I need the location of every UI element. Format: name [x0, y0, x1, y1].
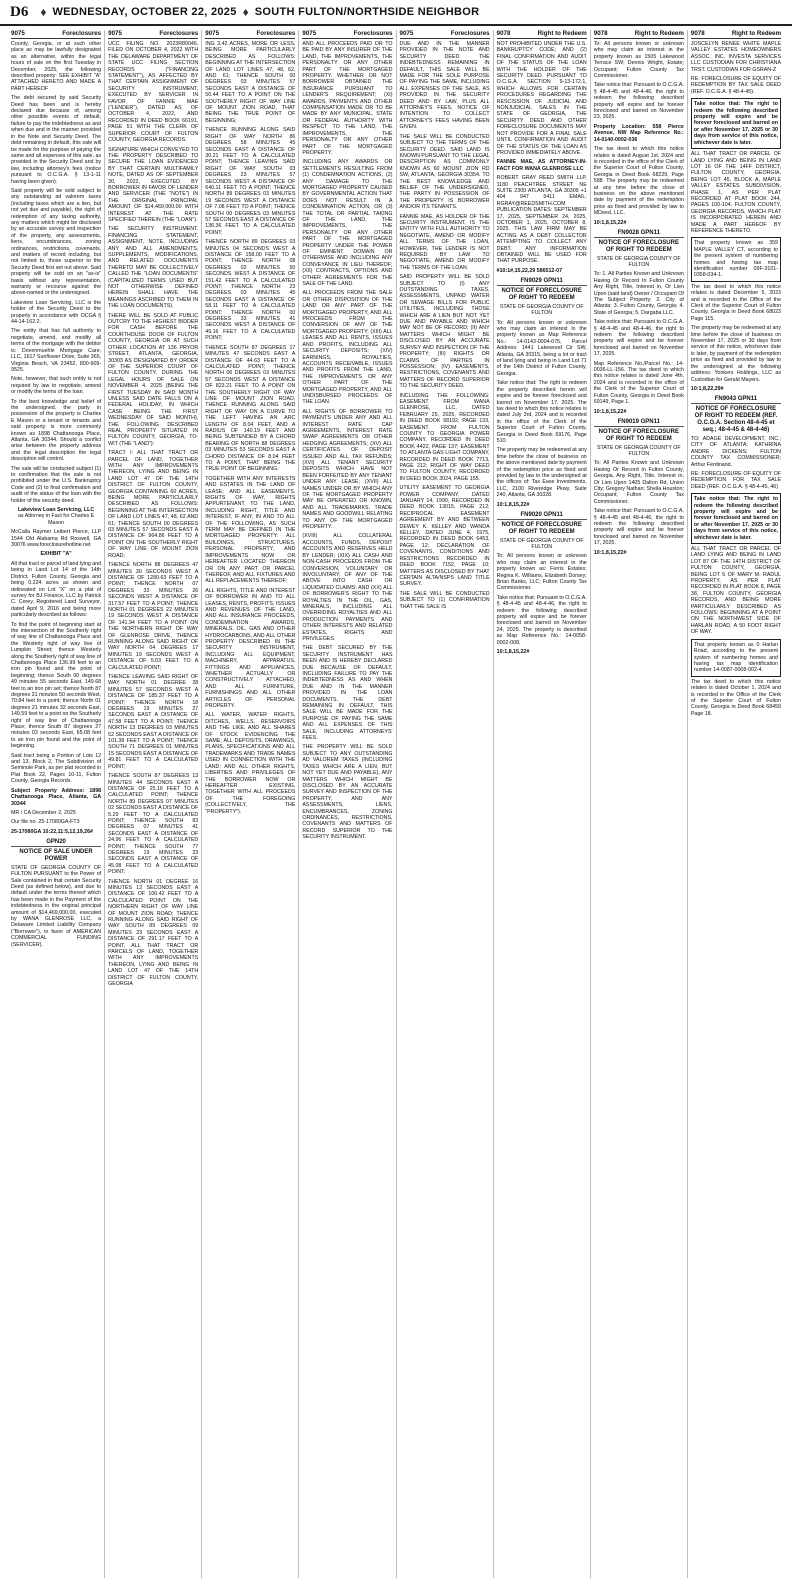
- notice-id: FN9028 GPN11: [617, 229, 660, 236]
- notice-id: FN9019 GPN11: [617, 418, 660, 425]
- category-label: Foreclosures: [353, 30, 393, 37]
- law-firm: McCalla Raymer Leibert Pierce, LLP 1544 Old Alabama Rd Roswell, GA 30076 www.foreclosurehotline.net: [11, 529, 102, 549]
- category-number: 9075: [302, 30, 317, 37]
- notice-state: STATE OF GEORGIA COUNTY OF FULTON: [499, 537, 584, 550]
- notice-text: UTILITY EASEMENT TO GEORGIA POWER COMPANY, DATED JANUARY 14, 1990, RECORDED IN DEED BOOK 13015, PAGE 212; RECIPROCAL EASEMENT AGREEMENT BY AND BETWEEN DEWEY K. KELLEY AND WANDA KELLEY, DATED JUNE 4, 1975, RECORDED IN DEED BOOK 6453, PAGE 12; DECLARATION OF COVENANTS, CONDITIONS AND RESTRICTIONS RECORDED IN DEED BOOK 7152, PAGE 10; MATTERS AS DISCLOSED BY THAT CERTAIN ALTA/NSPS LAND TITLE SURVEY.: [399, 485, 490, 588]
- notice-id: FN9043 GPN11: [714, 395, 758, 402]
- column-1: [8, 30, 105, 1578]
- column-2: [105, 30, 202, 1578]
- notice-text: INCLUDING THE FOLLOWING: EASEMENT FROM WANA GLENROSE, LLC, DATED FEBRUARY 25, 2025, RECORDED IN DEED BOOK 68192, PAGE 133, EASEMENT FROM FULTON COUNTY TO GEORGIA POWER COMPANY, RECORDED IN DEED BOOK 4422, PAGE 137; EASEMENT TO ATLANTA GAS LIGHT COMPANY, RECORDED IN DEED BOOK 7713, PAGE 212; RIGHT OF WAY DEED TO FULTON COUNTY, RECORDED IN DEED BOOK 3024, PAGE 155.: [399, 392, 490, 482]
- notice-text: STATE OF GEORGIA COUNTY OF FULTON PURSUANT to the Power of Sale contained in that certain Security Deed (as defined below), and due to default under the terms thereof which has been made in the Payment of the indebtedness in the original principal amount of $14,469,000.00, executed by WANA GLENROSE LLC, a Delaware Limited Liability Company ("Borrower"), in favor of AMERICAN COMMERCIAL FUNDING (SERVICER).: [11, 864, 102, 948]
- notice-text: JOSCELYN RENEE WHITE MAPLE VALLEY ESTATES HOMEOWNERS ASSOC. INC. INVESTA SERVICES LLC CUSTODIAN FOR CHRISTIANA TRST. CUSTODIAN FOR GSRAN-Z: [690, 41, 781, 73]
- category-label: Right to Redeem: [731, 30, 781, 37]
- notice-text: THENCE SOUTH 87 DEGREES 13 MINUTES 44 SECONDS EAST A DISTANCE OF 25.16 FEET TO A CALCULATED POINT; THENCE NORTH 89 DEGREES 07 MINUTES 02 SECONDS EAST A DISTANCE OF 5.29 FEET TO A CALCULATED POINT; THENCE SOUTH 83 DEGREES 07 MINUTES 41 SECONDS EAST A DISTANCE OF 24.96 FEET TO A CALCULATED POINT; THENCE SOUTH 77 DEGREES 19 MINUTES 23 SECONDS EAST A DISTANCE OF 45.08 FEET TO A CALCULATED POINT;: [108, 773, 199, 876]
- column-4: [299, 30, 396, 1578]
- notice-text: To: 1. All Parties Known and Unknown Having Or Record In Fulton County Any Right, Title, Interest in, Or Lien Upon (said land) Owner / Occupant Of The Subject Property; 2. City of Atlanta; 3. Fulton County, Georgia; 4. State of Georgia; 5. Dargaba LLC.: [593, 271, 684, 316]
- notice-text: THENCE NORTH 01 DEGREE 16 MINUTES 12 SECONDS EAST A DISTANCE OF 100.42 FEET TO A CALCULATED POINT ON THE NORTHERN RIGHT OF WAY LINE OF MOUNT ZION ROAD; THENCE RUNNING ALONG SAID RIGHT OF WAY SOUTH 89 DEGREES 09 MINUTES 23 SECONDS EAST A DISTANCE OF 291.17 FEET TO A POINT, ALL THAT TRACT OR PARCELS OF LAND, TOGETHER WITH ANY IMPROVEMENTS THEREON, LYING AND BEING IN LAND LOT 47 OF THE 14TH DISTRICT OF FULTON COUNTY, GEORGIA: [108, 878, 199, 988]
- notice-text: To the best knowledge and belief of the undersigned, the party in possession of the property is Charles E Mason or a tenant or tenants and said property is more commonly known as 1898 Chattanooga Place, Atlanta, GA 30344. Should a conflict arise between the property address and the legal description the legal description will control.: [11, 398, 102, 463]
- column-header: [11, 30, 101, 39]
- notice-text: INCLUDING ANY AWARDS OR SETTLEMENTS RESULTING FROM (1) CONDEMNATION ACTIONS, (2) ANY DAMAGE TO THE MORTGAGED PROPERTY CAUSED BY GOVERNMENTAL ACTION THAT DOES NOT RESULT IN A CONDEMNATION ACTION, OR (3) THE TOTAL OR PARTIAL TAKING OF THE LAND, THE IMPROVEMENTS, THE PERSONALTY OR ANY OTHER PART OF THE MORTGAGED PROPERTY UNDER THE POWER OF EMINENT DOMAIN OR OTHERWISE AND INCLUDING ANY CONVEYANCE IN LIEU THEREOF; (XII) CONTRACTS, OPTIONS AND OTHER AGREEMENTS FOR THE SALE OF THE LAND.: [302, 159, 393, 288]
- category-number: 9075: [108, 30, 122, 37]
- notice-text: Map Reference No./Parcel No.: 14-0036-LL-156. The tax deed to which this notice relates is dated June 4th, 2024 and is recorded in the office of the Clerk of the Superior Court of Fulton County, Georgia in Deed Book 69149, Page 1.: [593, 360, 684, 406]
- notice-text: AND ALL PROCEEDS PAID OR TO BE PAID BY ANY INSURER OF THE LAND, THE IMPROVEMENTS, THE PERSONALTY OR ANY OTHER PART OF THE MORTGAGED PROPERTY, WHETHER OR NOT BORROWER OBTAINED THE INSURANCE PURSUANT TO LENDER'S REQUIREMENT; (XI) AWARDS, PAYMENTS AND OTHER COMPENSATION MADE OR TO BE MADE BY ANY MUNICIPAL, STATE OR FEDERAL AUTHORITY WITH RESPECT TO THE LAND, THE IMPROVEMENTS, THE PERSONALTY OR ANY OTHER PART OF THE MORTGAGED PROPERTY.: [302, 41, 393, 156]
- category-number: 9078: [690, 30, 705, 37]
- masthead: [0, 0, 792, 26]
- notice-text: SIGNATURE WHICH CONVEYED TO THE PROPERTY DESCRIBED TO SECURE THE LOAN EVIDENCED BY THAT CERTAIN MULTIFAMILY NOTE, DATED AS OF SEPTEMBER 30, 2022, EXECUTED BY BORROWER IN FAVOR OF LENDER AND SERVICER (THE "NOTE") IN THE ORIGINAL PRINCIPAL AMOUNT OF $14,469,000.00 WITH INTEREST AT THE RATE SPECIFIED THEREIN (THE "LOAN").: [108, 146, 199, 223]
- section-name: SOUTH FULTON/NORTHSIDE NEIGHBOR: [254, 6, 480, 18]
- notice-text: The entity that has full authority to negotiate, amend, and modify all terms of the mortgage with the debtor is: Dovenmuehle Mortgage Care, LLC, 1617 Sunflower Drive, Suite 365, Virginia Beach, VA 23452, 800-909-9525.: [11, 328, 102, 373]
- notice-text: UCC FILING NO. 2023R80046, FILED ON OCTOBER 4, 2022 WITH THE DELAWARE DEPARTMENT OF STATE UCC FILING SECTION RECORDS ("FINANCING STATEMENT"), AS AFFECTED BY THAT CERTAIN ASSIGNMENT OF SECURITY INSTRUMENT, EXECUTED BY SERVICER IN FAVOR OF FANNIE MAE ("LENDER"), DATED AS OF OCTOBER 4, 2022, AND RECORDED IN DEED BOOK 66191, PAGE 51 WITH THE CLERK OF SUPERIOR COURT OF FULTON COUNTY, GEORGIA RECORDS.: [108, 41, 199, 144]
- notice-title: NOTICE OF FORECLOSURE OF RIGHT TO REDEEM: [497, 519, 587, 536]
- notice-text: Note, however, that such entity is not required by law to negotiate, amend or modify the terms of the loan.: [11, 376, 102, 396]
- notice-ref: 10:1,8,15,22#: [593, 219, 627, 226]
- notice-text: The debt secured by said Security Deed has been and is hereby declared due because of, among other possible events of default, failure to pay the indebtedness as and when due and in the manner provided in the Note and Security Deed. The debt remaining in default, this sale will be made for the purpose of paying the same and all expenses of this sale, as provided in the Security Deed and by law, including attorney's fees (notice pursuant to O.C.G.A. § 13-1-11 having been given).: [11, 95, 102, 185]
- category-label: Right to Redeem: [537, 30, 587, 37]
- notice-text: Take notice that: The right to redeem the property described herein will expire and be forever foreclosed and barred on November 17, 2025. The tax deed to which this notice relates is dated July 3rd, 2024 and is recorded in the office of the Clerk of the Superior Court of Fulton County, Georgia in Deed Book 69176, Page 510.: [496, 380, 587, 444]
- notice-text: Our file no. 25-17080GA-FT3: [11, 819, 80, 826]
- notice-text: THENCE LEAVING SAID RIGHT OF WAY NORTH 01 DEGREE 28 MINUTES 57 SECONDS WEST A DISTANCE OF 185.37 FEET TO A POINT; THENCE NORTH 18 DEGREES 19 MINUTES 27 SECONDS EAST A DISTANCE OF 47.58 FEET TO A POINT; THENCE NORTH 13 DEGREES 03 MINUTES 52 SECONDS EAST A DISTANCE OF 101.38 FEET TO A POINT; THENCE SOUTH 71 DEGREES 01 MINUTES 15 SECONDS EAST A DISTANCE OF 49.81 FEET TO A CALCULATED POINT;: [108, 674, 199, 770]
- notice-text: ALL WATER, WATER RIGHTS, DITCHES, WELLS, RESERVOIRS AND THE LIKE, AND ALL SHARES OF STOCK EVIDENCING THE SAME; ALL DEPOSITS, DRAWINGS, PLANS, SPECIFICATIONS AND ALL TRADEMARKS AND TRADE NAMES USED IN CONNECTION WITH THE LAND; AND ALL OTHER RIGHTS, LIBERTIES AND PRIVILEGES OF THE BORROWER NOW OR HEREAFTER EXISTING, TOGETHER WITH ALL PROCEEDS OF THE FOREGOING (COLLECTIVELY, THE "PROPERTY").: [205, 712, 296, 815]
- column-header: [400, 30, 490, 39]
- notice-text: To: All persons known or unknown who may claim an interest in the property known as Map Reference No.: 14-0143-0004-075, Parcel Address: 1441 Lakewood Cir SW, Atlanta, GA 30315, being a lot or tract of land lying and being in Land Lot 71 of the 14th District of Fulton County, Georgia.: [496, 319, 587, 377]
- notice-text: RE: FORECLOSURE OF EQUITY OF REDEMPTION BY TAX SALE DEED (REF. O.C.G.A. § 48-4-45).: [690, 76, 781, 95]
- notice-title: NOTICE OF FORECLOSURE OF RIGHT TO REDEEM (REF. O.C.G.A. Section 48-4-45 et seq.; 48-4-45 & 48-4-46): [691, 403, 781, 434]
- notice-state: STATE OF GEORGIA COUNTY OF FULTON: [597, 255, 681, 268]
- column-header: [108, 30, 198, 39]
- column-header: [205, 30, 295, 39]
- notice-text: Take notice that: Pursuant to O.C.G.A. § 48-4-45 and 48-4-46, the right to redeem the following described property will expire and be forever foreclosed and barred on November 23, 2025.: [593, 82, 684, 121]
- highlight-box: [691, 493, 781, 544]
- notice-text: The sale will be conducted subject (1) to confirmation that the sale is not prohibited under the U.S. Bankruptcy Code and (2) to final confirmation and audit of the status of the loan with the holder of the security deed.: [11, 465, 102, 504]
- notice-text: ALL THAT TRACT OR PARCEL OF LAND LYING AND BEING IN LAND LOT 16 OF THE 14FF DISTRICT, FULTON COUNTY, GEORGIA, BEING LOT 45, BLOCK A, MAPLE VALLEY ESTATES SUBDIVISION, PHASE 1, AS PER PLAT RECORDED AT PLAT BOOK 244, PAGES 100-104, FULTON COUNTY, GEORGIA RECORDS, WHICH PLAT IS INCORPORATED HEREIN AND MADE A PART HEREOF BY REFERENCE THERETO.: [690, 151, 781, 234]
- notice-text: ALL PROCEEDS FROM THE SALE OR OTHER DISPOSITION OF THE LAND OR ANY PART OF THE MORTGAGED PROPERTY, AND ALL PROCEEDS FROM THE CONVERSION OF ANY OF THE MORTGAGED PROPERTY; (XIII) ALL LEASES AND ALL RENTS, ISSUES AND PROFITS, INCLUDING ALL SECURITY DEPOSITS; (XIV) EARNINGS, ROYALTIES, ACCOUNTS RECEIVABLE, ISSUES AND PROFITS FROM THE LAND, THE IMPROVEMENTS OR ANY OTHER PART OF THE MORTGAGED PROPERTY, AND ALL UNDISBURSED PROCEEDS OF THE LOAN.: [302, 290, 393, 406]
- signature: Lakeview Loan Servicing, LLC: [17, 507, 95, 514]
- column-header: [691, 30, 781, 39]
- notice-text: That property known as 0 Harlan Road, according to the present system of numbering homes and having tax map identification number 14-0087-0008-002-4.: [693, 641, 778, 674]
- notice-text: To: All Parties Known and Unknown Having Or Record In Fulton County, Georgia, Any Right, Title, Interest in, Or Lien Upon 1405 Dalton Rd, Union City; Gregory Nathan; Sheila Houston; Occupant; Fulton County Tax Commissioner.: [593, 460, 684, 505]
- column-6: [494, 30, 591, 1578]
- notice-text: MR / CA December 2, 2025: [11, 809, 76, 816]
- column-header: [497, 30, 587, 39]
- notice-state: STATE OF GEORGIA COUNTY OF FULTON: [499, 303, 584, 317]
- property-address: Subject Property Address: 1898 Chattanooga Place, Atlanta, GA 30344: [11, 787, 102, 807]
- notice-text: All that tract or parcel of land lying and being in Land Lot 14 of the 14th District, Fulton County, Georgia and being 0.224 acres as shown and delineated on Lot "X" on a plat of survey for BJ Finance, LLC by Patrick C. Corey, Registered Land Surveyor, dated April 9, 2016 and being more particularly described as follows:: [11, 560, 102, 619]
- notice-text: ALL RIGHTS OF BORROWER TO PAYMENTS UNDER ANY AND ALL INTEREST RATE CAP AGREEMENTS, INTEREST RATE SWAP AGREEMENTS OR OTHER HEDGING AGREEMENTS; (XV) ALL CERTIFICATES OF DEPOSIT ISSUED AND ALL TAX REFUNDS; (XVI) ALL TENANT SECURITY DEPOSITS WHICH HAVE NOT BEEN FORFEITED BY ANY TENANT UNDER ANY LEASE; (XVII) ALL NAMES UNDER OR BY WHICH ANY OF THE MORTGAGED PROPERTY MAY BE OPERATED OR KNOWN, AND ALL TRADEMARKS, TRADE NAMES AND GOODWILL RELATING TO ANY OF THE MORTGAGED PROPERTY.: [302, 408, 393, 531]
- notice-text: THE SECURITY INSTRUMENT, FINANCING STATEMENT, ASSIGNMENT, NOTE, INCLUDING ANY AND ALL AMENDMENTS, SUPPLEMENTS, MODIFICATIONS, AND RELATED DOCUMENTS THERETO MAY BE COLLECTIVELY CALLED THE "LOAN DOCUMENTS" (CAPITALIZED TERMS USED BUT NOT OTHERWISE DEFINED HEREIN SHALL HAVE THE MEANINGS ASCRIBED TO THEM IN THE LOAN DOCUMENTS).: [108, 226, 199, 310]
- dateline: WEDNESDAY, OCTOBER 22, 2025: [52, 6, 237, 18]
- notice-title: NOTICE OF SALE UNDER POWER: [11, 846, 101, 863]
- notice-text: THE SALE WILL BE CONDUCTED SUBJECT TO (1) CONFIRMATION THAT THE SALE IS: [399, 590, 490, 610]
- notice-ref: 10:1,8,15,22#: [496, 649, 530, 656]
- category-label: Foreclosures: [450, 30, 490, 37]
- column-header: [302, 30, 392, 39]
- category-label: Foreclosures: [159, 30, 199, 37]
- notice-text: THENCE SOUTH 87 DEGREES 17 MINUTES 47 SECONDS EAST A DISTANCE OF 44.63 FEET TO A CALCULATED POINT; THENCE NORTH 06 DEGREES 03 MINUTES 57 SECONDS WEST A DISTANCE OF 823.21 FEET TO A POINT ON THE SOUTHERLY RIGHT OF WAY LINE OF MOUNT ZION ROAD, THENCE RUNNING ALONG SAID RIGHT OF WAY ON A CURVE TO THE LEFT HAVING AN ARC LENGTH OF 8.04 FEET, AND A RADIUS OF 140.19 FEET AND BEING SUBTENDED BY A CHORD BEARING OF NORTH 88 DEGREES 03 MINUTES 53 SECONDS EAST A CHORD DISTANCE OF 8.04 FEET TO A POINT, THAT BEING THE TRUE POINT OF BEGINNING.: [205, 344, 296, 473]
- notice-text: The tax deed to which this notice relates is dated August 1st, 2024 and is recorded in the office of the Clerk of the Superior Court of Fulton County, Georgia in Deed Book 68229, Page 588. The property may be redeemed at any time before the close of business on the above mentioned date by payment of the redemption price as fixed and provided by law to MDeed, LLC.: [593, 146, 684, 217]
- notice-text: DUE AND IN THE MANNER PROVIDED IN THE NOTE AND SECURITY DEED. THE INDEBTEDNESS REMAINING IN DEFAULT, THIS SALE WILL BE MADE FOR THE SOLE PURPOSE OF PAYING THE SAME, INCLUDING ALL EXPENSES OF THE SALE, AS PROVIDED IN THE SECURITY DEED AND BY LAW, PLUS ALL ATTORNEY'S FEES, NOTICE OF INTENTION TO COLLECT ATTORNEY'S FEES HAVING BEEN GIVEN.: [399, 41, 490, 131]
- column-8: [688, 30, 784, 1578]
- notice-text: The property may be redeemed at any time before the close of business on the above mentioned date by payment of the redemption price as fixed and provided by law to the undersigned at the offices of: Tax Ease Investments, LLC, 2100 Riveredge Pkwy, Suite 240, Atlanta, GA 30328.: [496, 447, 587, 499]
- notice-text: The tax deed to which this notice relates is dated October 1, 2024 and is recorded in the Office of the Clerk of the Superior Court of Fulton County, Georgia in Deed Book 68459 Page 18.: [690, 678, 781, 717]
- category-label: Foreclosures: [256, 30, 296, 37]
- diamond-icon: ♦: [242, 5, 249, 19]
- diamond-icon: ♦: [40, 5, 47, 19]
- notice-ref: 25-17080GA 10:22,11:5,12,19,26#: [11, 828, 93, 835]
- highlight-box: [691, 237, 781, 281]
- notice-ref: #10:1#,15,22,29 586512-07: [496, 267, 563, 274]
- notice-text: (XVIII) ALL COLLATERAL ACCOUNTS, FUNDS, DEPOSIT ACCOUNTS AND RESERVES HELD BY LENDER; (XIX) ALL CASH AND NON-CASH PROCEEDS FROM THE CONVERSION, VOLUNTARY OR INVOLUNTARY, OF ANY OF THE ABOVE INTO CASH OR LIQUIDATED CLAIMS; AND (XX) ALL OF BORROWER'S RIGHT TO THE ROYALTIES IN THE OIL, GAS, MINERALS, INCLUDING ALL OVERRIDING ROYALTIES AND ALL PRODUCTION PAYMENTS AND OTHER INTERESTS AND RELATED ESTATES, RIGHTS AND PRIVILEGES.: [302, 533, 393, 642]
- notice-text: Said tract being a Portion of Lots 12 and 13, Block 2, The Subdivision of Seminole Park, as per plat recorded in Plat Book 22, Pages 10-11, Fulton County, Georgia Records.: [11, 752, 102, 785]
- notice-text: TOGETHER WITH ANY INTERESTS AND ESTATES IN THE LAND OF LEASE; AND ALL EASEMENTS, RIGHTS OF WAY, RIGHTS APPURTENANT TO THE LAND, INCLUDING RIGHT, TITLE AND INTEREST, IF ANY, IN AND TO ALL OF THE FOLLOWING, AS SUCH TERM MAY BE DEFINED IN THE MORTGAGED PROPERTY: ALL BUILDINGS, STRUCTURES, PERSONAL PROPERTY, AND IMPROVEMENTS NOW OR HEREAFTER LOCATED THEREON OR ON ANY PART OR PARCEL THEREOF, AND ALL FIXTURES AND ALL REPLACEMENTS THEREOF;: [205, 475, 296, 585]
- signature: as Attorney in Fact for Charles E Mason: [17, 513, 95, 526]
- notice-ref: 10:1,8,15,22#: [593, 408, 627, 415]
- notice-text: County, Georgia, or at such other place as may be lawfully designated as an alternative, within the legal hours of sale on the first Tuesday in December, 2025, the following described property: SEE EXHIBIT "A" ATTACHED HERETO AND MADE A PART HEREOF: [11, 41, 102, 92]
- notice-text: The property may be redeemed at any time before the close of business on November 17, 2025 or 30 days from service of this notice, whichever date is later, by payment of the redemption price as fixed and provided by law to the undersigned at the following address: Yonkers Holdings, LLC as Custodian for Gerald Mayers.: [690, 325, 781, 383]
- notice-id: GPN20: [46, 838, 66, 845]
- category-number: 9078: [496, 30, 511, 37]
- notice-text: THE SALE WILL BE CONDUCTED SUBJECT TO THE TERMS OF THE SECURITY DEED. SAID LAND IS KNOWN PURSUANT TO THE LEGAL DESCRIPTION AS COMMONLY KNOWN AS 60 MOUNT ZION RD SW, ATLANTA, GEORGIA 30354. TO THE BEST KNOWLEDGE AND BELIEF OF THE UNDERSIGNED, THE PARTY IN POSSESSION OF THE PROPERTY IS BORROWER AND/OR ITS TENANTS.: [399, 133, 490, 211]
- notice-state: STATE OF GEORGIA COUNTY OF FULTON: [597, 444, 681, 457]
- highlight-box: [691, 98, 781, 149]
- columns: [8, 30, 784, 1578]
- notice-text: NOT PROHIBITED UNDER THE U.S. BANKRUPTCY CODE; AND (2) FINAL CONFIRMATION AND AUDIT OF THE STATUS OF THE LOAN WITH THE HOLDER OF THE SECURITY DEED. PURSUANT TO O.C.G.A. SECTION 9-13-172.1, WHICH ALLOWS FOR CERTAIN PROCEDURES REGARDING THE RESCISSION OF JUDICIAL AND NONJUDICIAL SALES IN THE STATE OF GEORGIA, THE SECURITY DEED AND OTHER FORECLOSURE DOCUMENTS MAY NOT PROVIDE FOR A FINAL SALE UNTIL CONFIRMATION AND AUDIT OF THE STATUS OF THE LOAN AS PROVIDED IMMEDIATELY ABOVE.: [496, 41, 587, 156]
- notice-text: ING 3.42 ACRES, MORE OR LESS, BEING MORE PARTICULARLY DESCRIBED AS FOLLOWS: BEGINNING AT THE INTERSECTION OF LAND LOT LINES 47, 48, 62, AND 61; THENCE SOUTH 00 DEGREES 03 MINUTES 57 SECONDS EAST A DISTANCE OF 50.44 FEET TO A POINT ON THE SOUTHERLY RIGHT OF WAY LINE OF MOUNT ZION ROAD, THAT BEING THE TRUE POINT OF BEGINNING;: [205, 41, 296, 124]
- notice-text: FANNIE MAE, AS HOLDER OF THE SECURITY INSTRUMENT, IS THE ENTITY WITH FULL AUTHORITY TO NEGOTIATE, AMEND OR MODIFY ALL TERMS OF THE LOAN, HOWEVER, THE LENDER IS NOT REQUIRED BY LAW TO NEGOTIATE, AMEND OR MODIFY THE TERMS OF THE LOAN.: [399, 213, 490, 271]
- highlight-box: [691, 639, 781, 677]
- column-7: [591, 30, 688, 1578]
- signature: FANNIE MAE, AS ATTORNEY-IN-FACT FOR WANA GLENROSE LLC: [496, 159, 587, 172]
- notice-text: THE PROPERTY WILL BE SOLD SUBJECT TO ANY OUTSTANDING AD VALOREM TAXES (INCLUDING TAXES WHICH ARE A LIEN, BUT NOT YET DUE AND PAYABLE), ANY MATTERS WHICH MIGHT BE DISCLOSED BY AN ACCURATE SURVEY AND INSPECTION OF THE PROPERTY, AND ANY ASSESSMENTS, LIENS, ENCUMBRANCES, ZONING ORDINANCES, RESTRICTIONS, COVENANTS AND MATTERS OF RECORD SUPERIOR TO THE SECURITY INSTRUMENT.: [302, 744, 393, 841]
- notice-title: NOTICE OF FORECLOSURE OF RIGHT TO REDEEM: [497, 285, 587, 302]
- notice-text: TRACT I: ALL THAT TRACT OR PARCEL OF LAND, TOGETHER WITH ANY IMPROVEMENTS THEREON, LYING AND BEING IN LAND LOT 47 OF THE 14TH DISTRICT OF FULTON COUNTY, GEORGIA CONTAINING 60 ACRES, BEING MORE PARTICULARLY DESCRIBED AS FOLLOWS: BEGINNING AT THE INTERSECTION OF LAND LOT LINES 47, 48, 62 AND 61; THENCE SOUTH 00 DEGREES 03 MINUTES 57 SECONDS EAST A DISTANCE OF 964.86 FEET TO A POINT ON THE SOUTHERLY RIGHT OF WAY LINE OF MOUNT ZION ROAD;: [108, 450, 199, 559]
- notice-id: FN9020 GPN11: [520, 511, 563, 518]
- notice-text: Take notice that: The right to redeem the following described property will expire and be forever foreclosed and barred on or after November 17, 2025 or 30 days from service of this notice, whichever date is later.: [693, 496, 778, 541]
- notice-text: Take notice that: The right to redeem the following described property will expire and be forever foreclosed and barred on or after November 17, 2025 or 30 days from service of this notice, whichever date is later.: [693, 101, 778, 146]
- notice-id: FN9029 GPN11: [520, 277, 563, 284]
- notice-text: Take notice that: Pursuant to O.C.G.A. § 48-4-45 and 48-4-46, the right to redeem the following described property will expire and be forever foreclosed and barred on November 17, 2025.: [593, 319, 684, 358]
- column-5: [397, 30, 494, 1578]
- notice-text: Lakeview Loan Servicing, LLC is the holder of the Security Deed to the property in accordance with OCGA § 44-14-162.2.: [11, 299, 102, 326]
- notice-text: THENCE NORTH 88 DEGREES 47 MINUTES 30 SECONDS WEST A DISTANCE OF 1280.63 FEET TO A POINT; THENCE NORTH 07 DEGREES 33 MINUTES 26 SECONDS WEST A DISTANCE OF 317.57 FEET TO A POINT; THENCE NORTH 01 DEGREES 22 MINUTES 19 SECONDS WEST A DISTANCE OF 141.94 FEET TO A POINT ON THE NORTHERN RIGHT OF WAY OF GLENROSE DRIVE, THENCE RUNNING ALONG SAID RIGHT OF WAY NORTH 04 DEGREES 17 MINUTES 19 SECONDS WEST A DISTANCE OF 5.03 FEET TO A CALCULATED POINT;: [108, 562, 199, 671]
- category-number: 9075: [399, 30, 414, 37]
- column-3: [202, 30, 299, 1578]
- notice-text: The tax deed to which this notice relates is dated December 5, 2023 and is recorded in the Office of the Clerk of the Superior Court of Fulton County, Georgia in Deed Book 68023 Page 115.: [690, 283, 781, 322]
- notice-ref: 10:1,8,15,22#: [593, 549, 627, 556]
- property-location: Property Location: 558 Pierce Avenue, NW Map Reference No.: 14-0140-0002-036: [593, 123, 684, 143]
- notice-text: Said property will be sold subject to any outstanding ad valorem taxes (including taxes which are a lien, but not yet due and payable), the right of redemption of any taxing authority, any matters which might be disclosed by an accurate survey and inspection of the property, any assessments, liens, encumbrances, zoning ordinances, restrictions, covenants, and matters of record including, but not limited to, those superior to the Security Deed first set out above. Said property will be sold on an "as-is" basis without any representation, warranty or recourse against the above-named or the undersigned.: [11, 187, 102, 297]
- page-number: D6: [10, 3, 29, 20]
- exhibit-label: EXHIBIT "A": [40, 551, 72, 558]
- notice-text: To: All persons known or unknown who may claim an interest in the property known as 1505 Lakewood Terrace SW; Dennis Wright, Estate; Occupant; Fulton County Tax Commissioner.: [593, 41, 684, 80]
- notice-text: THERE WILL BE SOLD AT PUBLIC OUTCRY TO THE HIGHEST BIDDER FOR CASH BEFORE THE COURTHOUSE DOOR OF FULTON COUNTY, GEORGIA OR AT SUCH OTHER LOCATION AT 136 PRYOR STREET, ATLANTA, GEORGIA, 30303 AS DESIGNATED BY ORDER OF THE SUPERIOR COURT OF FULTON COUNTY, DURING THE LEGAL HOURS OF SALE ON NOVEMBER 4, 2025 (BEING THE FIRST TUESDAY IN SAID MONTH UNLESS SAID DATE FALLS ON A FEDERAL HOLIDAY, IN WHICH CASE BEING THE FIRST WEDNESDAY OF SAID MONTH), THE FOLLOWING DESCRIBED REAL PROPERTY SITUATED IN FULTON COUNTY, GEORGIA, TO-WIT (THE "LAND"):: [108, 312, 199, 447]
- category-number: 9078: [593, 30, 608, 37]
- notice-text: THENCE NORTH 89 DEGREES 03 MINUTES 04 SECONDS WEST A DISTANCE OF 158.00 FEET TO A POINT; THENCE NORTH 08 DEGREES 02 MINUTES 50 SECONDS WEST A DISTANCE OF 151.42 FEET TO A CALCULATED POINT; THENCE NORTH 23 DEGREES 03 MINUTES 45 SECONDS EAST A DISTANCE OF 58.11 FEET TO A CALCULATED POINT; THENCE NORTH 00 DEGREES 33 MINUTES 41 SECONDS WEST A DISTANCE OF 49.16 FEET TO A CALCULATED POINT;: [205, 239, 296, 342]
- notice-ref: 10:1,8,15,22#: [496, 501, 530, 508]
- notice-ref: 10:1,8,22,29#: [690, 385, 724, 392]
- category-number: 9075: [205, 30, 220, 37]
- notice-text: THE DEBT SECURED BY THE SECURITY INSTRUMENT HAS BEEN AND IS HEREBY DECLARED DUE BECAUSE OF DEFAULT, INCLUDING FAILURE TO PAY THE INDEBTEDNESS AS AND WHEN DUE AND IN THE MANNER PROVIDED IN THE LOAN DOCUMENTS. THE DEBT REMAINING IN DEFAULT, THIS SALE WILL BE MADE FOR THE PURPOSE OF PAYING THE SAME AND ALL EXPENSES OF THIS SALE, INCLUDING ATTORNEYS' FEES.: [302, 645, 393, 742]
- notice-text: ALL THAT TRACT OR PARCEL OF LAND LYING AND BEING IN LAND LOT 87 OF THE 14TH DISTRICT OF FULTON COUNTY, GEORGIA, BEING LOT 5 OF MARY M. RADUL PROPERTY, AS PER PLAT RECORDED IN PLAT BOOK 8, PAGE 38, FULTON COUNTY, GEORGIA RECORDS, AND BEING MORE PARTICULARLY DESCRIBED AS FOLLOWS: BEGINNING AT A POINT ON THE NORTHWEST SIDE OF HARLAN ROAD, A 50 FOOT RIGHT OF WAY.: [690, 546, 781, 636]
- notice-text: SAID PROPERTY WILL BE SOLD SUBJECT TO (I) ANY OUTSTANDING TAXES, ASSESSMENTS, UNPAID WATER OR SEWAGE BILLS FOR PUBLIC UTILITIES, INCLUDING THOSE WHICH ARE A LIEN BUT NOT YET DUE AND PAYABLE AND WHICH MAY NOT BE OF RECORD; (II) ANY MATTERS WHICH MIGHT BE DISCLOSED BY AN ACCURATE SURVEY AND INSPECTION OF THE PROPERTY; (III) RIGHTS OR CLAIMS OF PARTIES IN POSSESSION; (IV) EASEMENTS, RESTRICTIONS, COVENANTS AND MATTERS OF RECORD SUPERIOR TO THE SECURITY DEED.: [399, 274, 490, 390]
- notice-text: Take notice that: Pursuant to O.C.G.A. § 48-4-45 and 48-4-46, the right to redeem the following described property will expire and be forever foreclosed and barred on November 17, 2025.: [593, 508, 684, 547]
- notice-text: Take notice that: Pursuant to O.C.G.A. § 48-4-45 and 48-4-46, the right to redeem the following described property will expire and be forever foreclosed and barred on November 24, 2025. The property is described as Map Reference No.: 14-0058-0002-008.: [496, 594, 587, 646]
- notice-text: To: All persons known or unknown who may claim an interest in the property known as: Ferris Estates; Regina K. Williams, Elizabeth Dorsey; Brian Banks, LLC; Fulton County Tax Commissioner.: [496, 553, 587, 592]
- notice-text: To find the point of beginning start at the intersection of the Southerly right of way line of Chattanooga Place and the Westerly right of way line of Lumpkin Street; thence Westerly along the Southerly right of way line of Chattanooga Place 136.99 feet to an iron pin found and the point of beginning; thence South 00 degrees 49 minutes 55 seconds East, 149.68 feet to an iron pin set; thence North 87 degrees 31 minutes 50 seconds West, 70.84 feet to a point; thence North 01 degrees 21 minutes 32 seconds East, 149.59 feet to a point on the Southerly right of way line of Chattanooga Place; thence South 87 degrees 27 minutes 03 seconds East, 65.08 feet to an iron pin found and the point of beginning.: [11, 621, 102, 750]
- category-label: Foreclosures: [62, 30, 102, 37]
- category-number: 9075: [11, 30, 25, 37]
- notice-text: ROBERT GRAY REED SMITH LLP, 1180 PEACHTREE STREET NE SUITE 2300 ATLANTA, GA 30309 +1 404 947 5411 EMAIL: RGRAY@REEDSMITH.COM PUBLICATION DATES: SEPTEMBER 17, 2025, SEPTEMBER 24, 2025, OCTOBER 1, 2025, OCTOBER 8, 2025. THIS LAW FIRM MAY BE ACTING AS A DEBT COLLECTOR ATTEMPTING TO COLLECT ANY DEBT. ANY INFORMATION OBTAINED WILL BE USED FOR THAT PURPOSE.: [496, 175, 587, 265]
- notice-text: That property known as 359 MAPLE VALLEY CT, according to the present system of numbering homes and having tax map identification number 09F-3101-0358-034-1.: [693, 240, 778, 279]
- column-header: [594, 30, 684, 39]
- category-label: Right to Redeem: [634, 30, 684, 37]
- notice-title: NOTICE OF FORECLOSURE OF RIGHT TO REDEEM: [594, 426, 684, 443]
- notice-title: NOTICE OF FORECLOSURE OF RIGHT TO REDEEM: [594, 237, 684, 254]
- notice-text: RE: FORECLOSURE OF EQUITY OF REDEMPTION FOR TAX SALE DEED (REF. O.C.G.A. § 48-4-45, 46): [690, 470, 781, 490]
- notice-text: ALL RIGHTS, TITLE AND INTEREST OF BORROWER IN AND TO ALL LEASES, RENTS, PROFITS, ISSUES AND REVENUES OF THE LAND, AND ALL INSURANCE PROCEEDS, CONDEMNATION AWARDS, MINERALS, OIL, GAS AND OTHER HYDROCARBONS, AND ALL OTHER PROPERTY DESCRIBED IN THE SECURITY INSTRUMENT, INCLUDING ALL EQUIPMENT, MACHINERY, APPARATUS, FITTINGS AND APPLIANCES, WHETHER ACTUALLY OR CONSTRUCTIVELY ATTACHED, AND ALL FURNITURE, FURNISHINGS AND ALL OTHER ARTICLES OF PERSONAL PROPERTY.: [205, 587, 296, 710]
- notice-text: THENCE RUNNING ALONG SAID RIGHT OF WAY NORTH 86 DEGREES 58 MINUTES 45 SECONDS EAST A DISTANCE OF 30.21 FEET TO A CALCULATED POINT; THENCE LEAVING SAID RIGHT OF WAY SOUTH 03 DEGREES 23 MINUTES 57 SECONDS WEST A DISTANCE OF 640.11 FEET TO A POINT; THENCE NORTH 89 DEGREES 03 MINUTES 19 SECONDS WEST A DISTANCE OF 7.08 FEET TO A POINT; THENCE SOUTH 00 DEGREES 03 MINUTES 57 SECONDS EAST A DISTANCE OF 136.36 FEET TO A CALCULATED POINT;: [205, 127, 296, 236]
- notice-text: TO: ADAGE DEVELOPMENT, INC.; CITY OF ATLANTA; KATHRINA ANDRE DICKENS; FULTON COUNTY TAX COMMISSIONER; Arthur Ferdinand.: [690, 435, 781, 468]
